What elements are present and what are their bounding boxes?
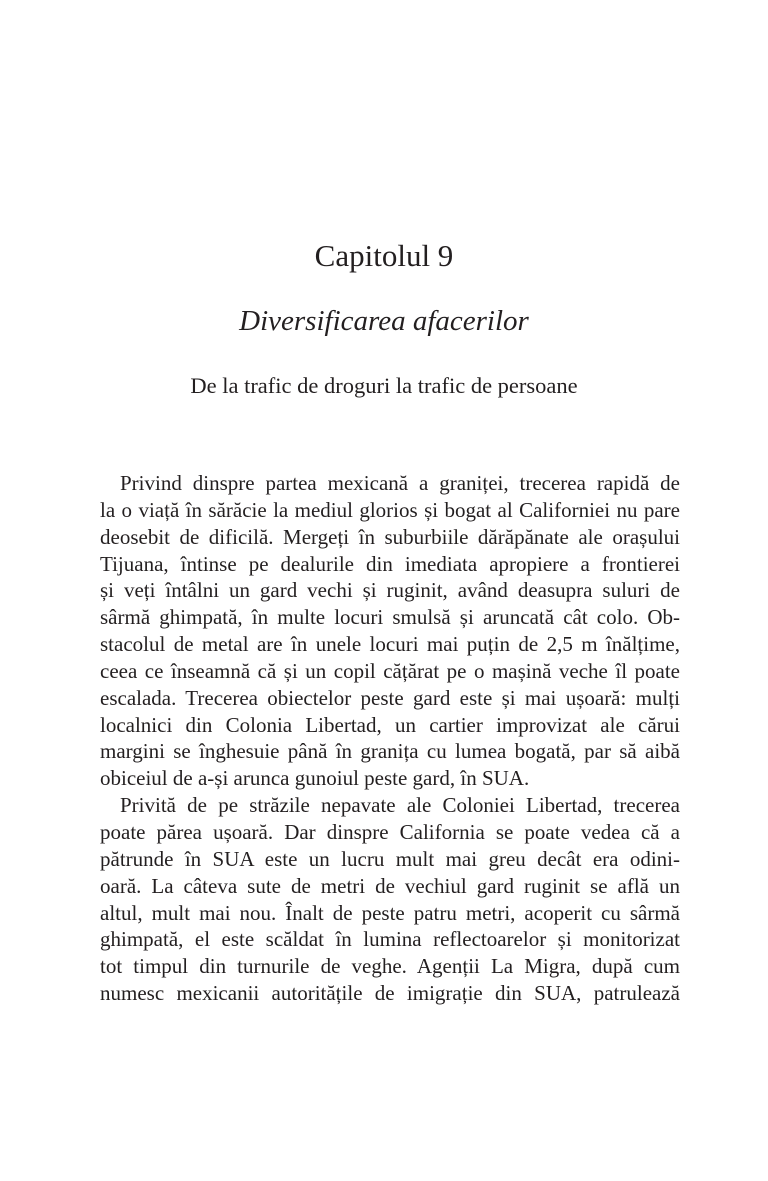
text-line: Privind dinspre partea mexicană a graniței, trecerea rapidă de [120,471,680,495]
text-line: la o viață în sărăcie la mediul glorios și bogat al Californiei nu pare [100,497,680,522]
body-text [100,470,680,1007]
text-line: stacolul de metal are în unele locuri mai puțin de 2,5 m înălțime, [100,632,680,657]
text-line: oară. La câteva sute de metri de vechiul gard ruginit se află un [100,873,680,898]
text-line: localnici din Colonia Libertad, un cartier improvizat ale cărui [100,712,680,737]
text-line: obiceiul de a-și arunca gunoiul peste gard, în SUA. [100,766,530,791]
text-line: numesc mexicanii autoritățile de imigrație din SUA, patrulează [100,981,680,1006]
text-line: sârmă ghimpată, în multe locuri smulsă și aruncată cât colo. Ob- [100,605,680,630]
text-line: și veți întâlni un gard vechi și ruginit, având deasupra suluri de [100,578,680,603]
text-line: margini se înghesuie până în granița cu lumea bogată, par să aibă [100,739,680,764]
text-line: altul, mult mai nou. Înalt de peste patru metri, acoperit cu sârmă [100,900,680,925]
text-line: Privită de pe străzile nepavate ale Coloniei Libertad, trecerea [120,793,680,818]
chapter-subtitle: Diversificarea afacerilor [239,305,529,337]
text-line: Tijuana, întinse pe dealurile din imediata apropiere a frontierei [100,551,680,576]
text-line: ghimpată, el este scăldat în lumina reflectoarelor și monitorizat [100,927,680,952]
text-line: poate părea ușoară. Dar dinspre California se poate vedea că a [100,819,680,844]
chapter-subheading: De la trafic de droguri la trafic de persoane [190,373,578,398]
text-line: pătrunde în SUA este un lucru mult mai greu decât era odini- [100,846,680,871]
chapter-title: Capitolul 9 [314,238,454,273]
text-line: escalada. Trecerea obiectelor peste gard este și mai ușoară: mulți [100,685,680,710]
text-line: ceea ce înseamnă că și un copil cățărat pe o mașină veche îl poate [100,658,680,683]
text-line: deosebit de dificilă. Mergeți în suburbiile dărăpănate ale orașului [100,524,680,549]
text-line: tot timpul din turnurile de veghe. Agenții La Migra, după cum [100,954,680,979]
